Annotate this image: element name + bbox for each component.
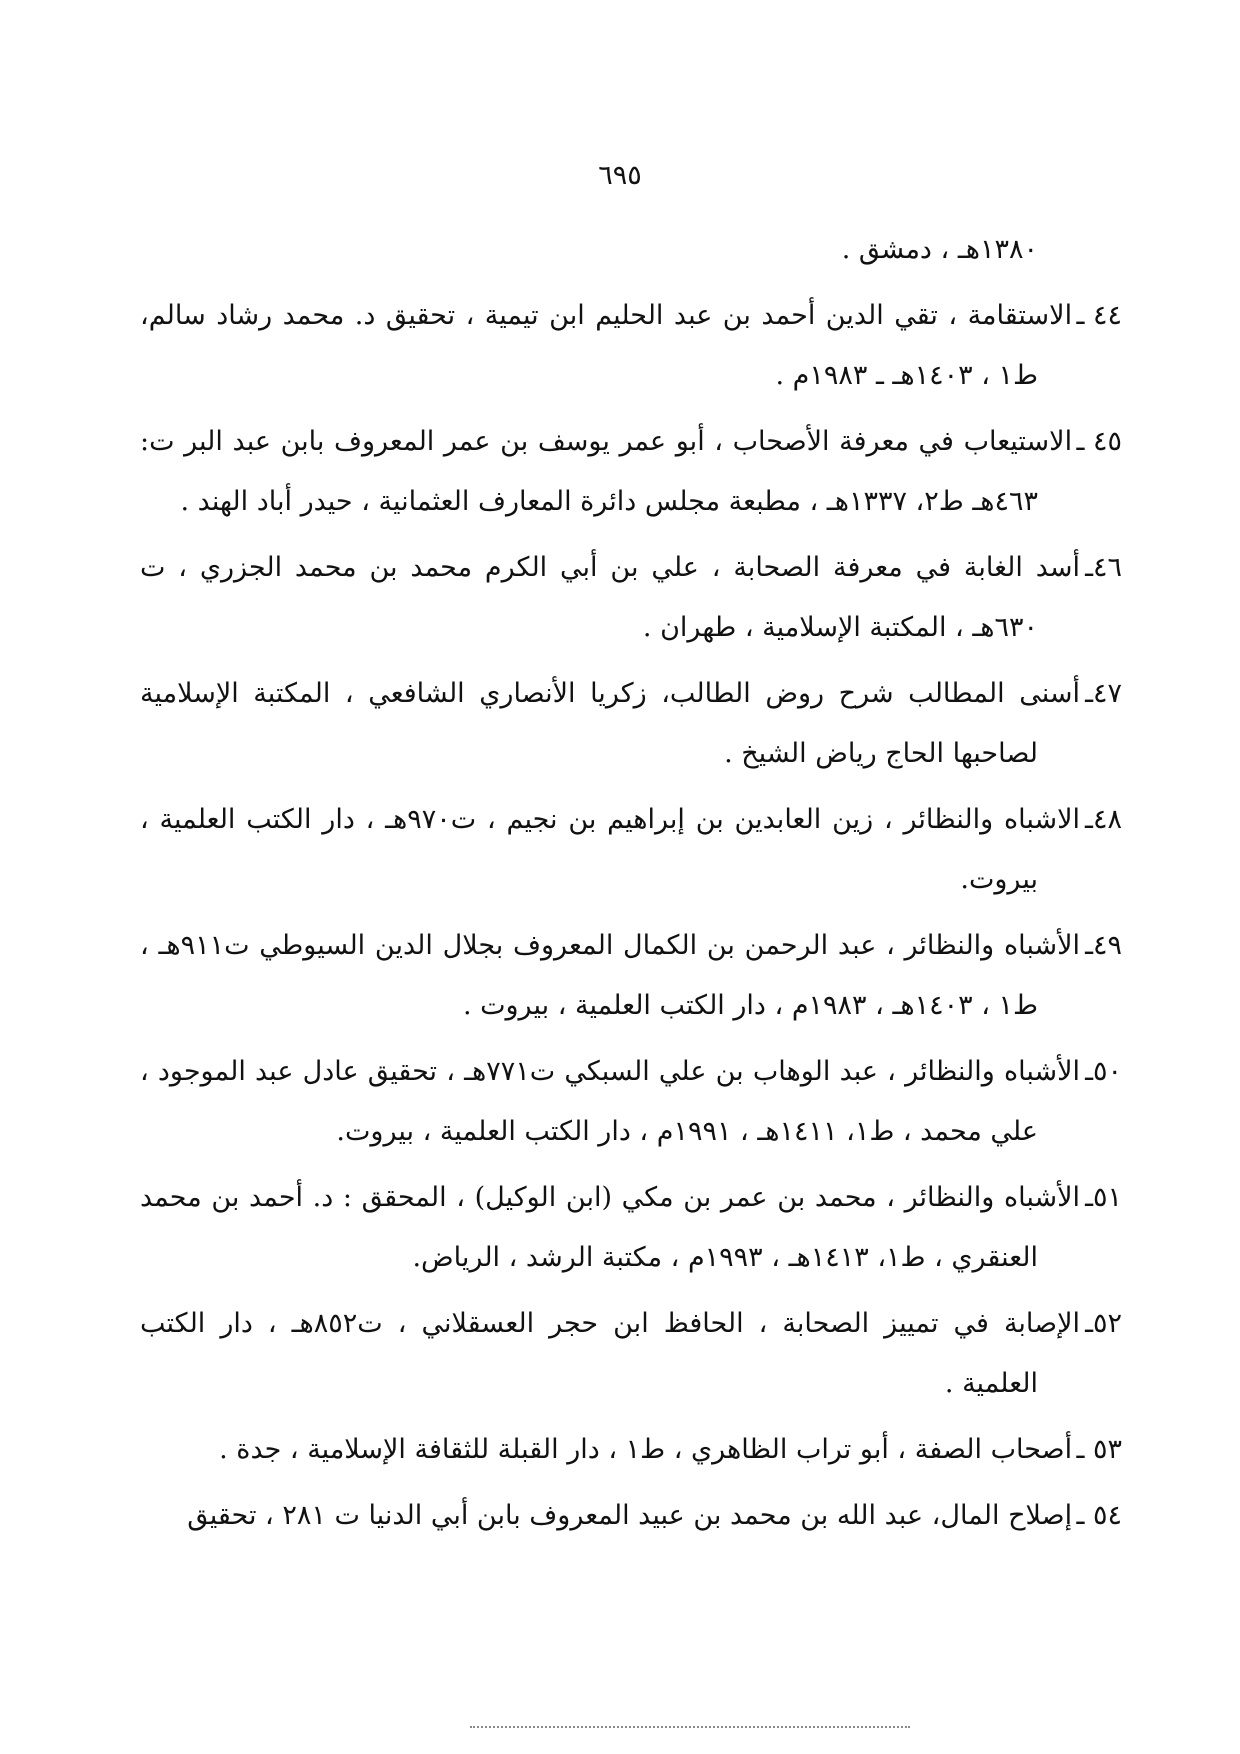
entry-text: الإصابة في تمييز الصحابة ، الحافظ ابن حجر العسقلاني ، ت٨٥٢هـ ، دار الكتب العلمية . (140, 1308, 1080, 1399)
bibliography-entry (140, 286, 1122, 406)
bibliography-entry: ٥٠ـالأشباه والنظائر ، عبد الوهاب بن علي السبكي ت٧٧١هـ ، تحقيق عادل عبد الموجود ، علي محمد ، ط١، ١٤١١هـ ، ١٩٩١م ، دار الكتب العلمية ، بيروت. (140, 1056, 1122, 1147)
entry-text: الأشباه والنظائر ، محمد بن عمر بن مكي (ابن الوكيل) ، المحقق : د. أحمد بن محمد العنقري ، ط١، ١٤١٣هـ ، ١٩٩٣م ، مكتبة الرشد ، الرياض. (140, 1182, 1080, 1273)
entry-text: إصلاح المال، عبد الله بن محمد بن عبيد المعروف بابن أبي الدنيا ت ٢٨١ ، تحقيق (187, 1500, 1073, 1531)
entry-text: الاستقامة ، تقي الدين أحمد بن عبد الحليم ابن تيمية ، تحقيق د. محمد رشاد سالم، ط١ ، ١٤٠٣هـ ـ ١٩٨٣م . (140, 300, 1073, 391)
bibliography-list (140, 220, 1122, 1552)
entry-number: ٥٣ ـ (1076, 1434, 1122, 1465)
entry-text: ١٣٨٠هـ ، دمشق . (841, 234, 1038, 265)
entry-text: الاستيعاب في معرفة الأصحاب ، أبو عمر يوسف بن عمر المعروف بابن عبد البر ت: ٤٦٣هـ ط٢، ١٣٣٧هـ ، مطبعة مجلس دائرة المعارف العثمانية ، حيدر أباد الهند . (140, 426, 1073, 517)
bibliography-entry: ٤٦ـأسد الغابة في معرفة الصحابة ، علي بن أبي الكرم محمد بن محمد الجزري ، ت ٦٣٠هـ ، المكتبة الإسلامية ، طهران . (140, 552, 1122, 643)
page-number: ٦٩٥ (598, 160, 642, 191)
bibliography-entry: ٤٩ـالأشباه والنظائر ، عبد الرحمن بن الكمال المعروف بجلال الدين السيوطي ت٩١١هـ ، ط١ ، ١٤٠٣هـ ، ١٩٨٣م ، دار الكتب العلمية ، بيروت . (140, 930, 1122, 1021)
entry-text: الأشباه والنظائر ، عبد الوهاب بن علي السبكي ت٧٧١هـ ، تحقيق عادل عبد الموجود ، علي محمد ، ط١، ١٤١١هـ ، ١٩٩١م ، دار الكتب العلمية ، بيروت. (140, 1056, 1080, 1147)
entry-number: ٤٥ ـ (1076, 426, 1122, 457)
bibliography-entry (140, 1486, 1122, 1546)
bibliography-entry: ٤٧ـأسنى المطالب شرح روض الطالب، زكريا الأنصاري الشافعي ، المكتبة الإسلامية لصاحبها الحاج رياض الشيخ . (140, 678, 1122, 769)
entry-text: الاشباه والنظائر ، زين العابدين بن إبراهيم بن نجيم ، ت٩٧٠هـ ، دار الكتب العلمية ، بيروت. (140, 804, 1080, 895)
bibliography-entry: ٥١ـالأشباه والنظائر ، محمد بن عمر بن مكي (ابن الوكيل) ، المحقق : د. أحمد بن محمد العنقري ، ط١، ١٤١٣هـ ، ١٩٩٣م ، مكتبة الرشد ، الرياض. (140, 1182, 1122, 1273)
entry-number: ٤٤ ـ (1076, 300, 1122, 331)
entry-text: الأشباه والنظائر ، عبد الرحمن بن الكمال المعروف بجلال الدين السيوطي ت٩١١هـ ، ط١ ، ١٤٠٣هـ ، ١٩٨٣م ، دار الكتب العلمية ، بيروت . (140, 930, 1080, 1021)
bibliography-entry (140, 1420, 1122, 1480)
bibliography-entry (140, 220, 1080, 280)
bibliography-entry: ٥٢ـالإصابة في تمييز الصحابة ، الحافظ ابن حجر العسقلاني ، ت٨٥٢هـ ، دار الكتب العلمية . (140, 1308, 1122, 1399)
bibliography-entry (140, 412, 1122, 532)
bottom-divider (470, 1726, 910, 1728)
entry-number: ٥٤ ـ (1076, 1500, 1122, 1531)
entry-text: أصحاب الصفة ، أبو تراب الظاهري ، ط١ ، دار القبلة للثقافة الإسلامية ، جدة . (219, 1434, 1073, 1465)
entry-text: أسد الغابة في معرفة الصحابة ، علي بن أبي الكرم محمد بن محمد الجزري ، ت ٦٣٠هـ ، المكتبة الإسلامية ، طهران . (140, 552, 1080, 643)
bibliography-entry: ٤٨ـالاشباه والنظائر ، زين العابدين بن إبراهيم بن نجيم ، ت٩٧٠هـ ، دار الكتب العلمية ، بيروت. (140, 804, 1122, 895)
entry-text: أسنى المطالب شرح روض الطالب، زكريا الأنصاري الشافعي ، المكتبة الإسلامية لصاحبها الحاج رياض الشيخ . (140, 678, 1080, 769)
